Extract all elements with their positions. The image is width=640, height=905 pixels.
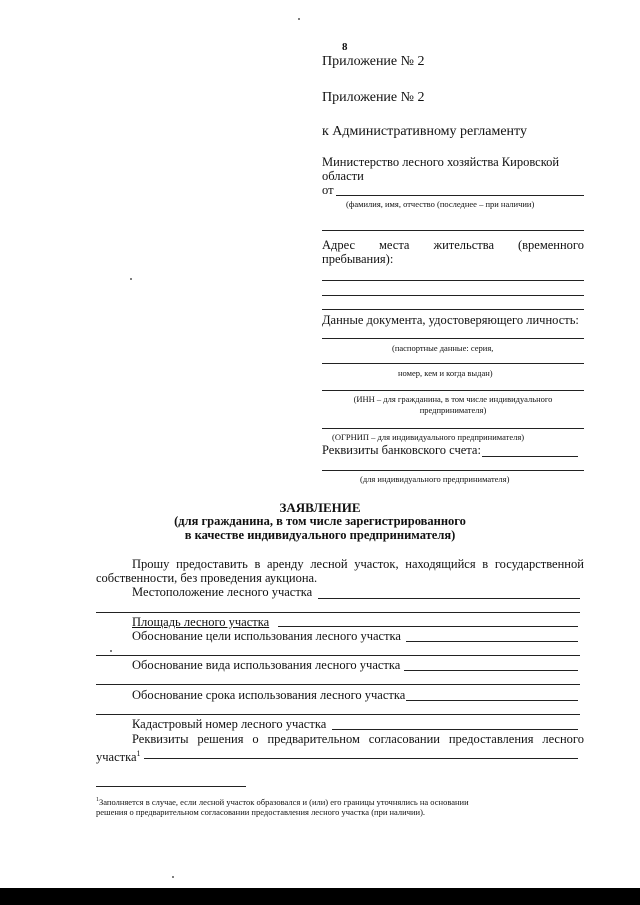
bank-hint: (для индивидуального предпринимателя) [360, 474, 510, 484]
request-text-line-1 [132, 557, 584, 572]
passport-field-line-2 [322, 363, 584, 364]
decision-word: Реквизиты [132, 732, 189, 746]
statement-subtitle-2: в качестве индивидуального предпринимателя) [184, 528, 456, 542]
footnote-line-1 [96, 795, 469, 807]
use-type-field-line-2 [96, 684, 580, 685]
location-field-line-2 [96, 612, 580, 613]
location-label: Местоположение лесного участка [132, 585, 313, 599]
scan-speck [298, 18, 300, 20]
fio-field-line [322, 230, 584, 231]
address-word: места [379, 238, 410, 252]
address-word: Адрес [322, 238, 356, 252]
scan-speck [130, 278, 132, 280]
appendix-heading-1: Приложение № 2 [322, 54, 425, 69]
location-field-line [318, 598, 580, 599]
ministry-line-2: области [322, 169, 364, 183]
from-label: от [322, 183, 334, 197]
statement-title: ЗАЯВЛЕНИЕ [279, 500, 361, 515]
use-type-field-line [404, 670, 578, 671]
regulation-reference: к Административному регламенту [322, 124, 527, 139]
passport-field-line [322, 338, 584, 339]
footnote-separator [96, 786, 246, 787]
address-label [322, 238, 584, 253]
decision-word: согласовании [368, 732, 440, 746]
ogrnip-field-line [322, 428, 584, 429]
request-word: находящийся [405, 557, 476, 571]
purpose-label: Обоснование цели использования лесного участка [132, 629, 401, 643]
address-label-line-2: пребывания): [322, 252, 394, 266]
request-word: предоставить [176, 557, 248, 571]
request-word: аренду [267, 557, 304, 571]
decision-word: лесного [542, 732, 584, 746]
decision-label [132, 732, 584, 747]
address-field-line-2 [322, 295, 584, 296]
address-field-line-1 [322, 280, 584, 281]
request-word: участок, [354, 557, 399, 571]
inn-hint-line-1: (ИНН – для гражданина, в том числе индивидуального [353, 394, 553, 404]
request-word: государственной [494, 557, 584, 571]
scan-speck [172, 876, 174, 878]
page-number: 8 [342, 41, 348, 53]
inn-field-line [322, 390, 584, 391]
bank-field-line-1 [482, 456, 578, 457]
use-type-label: Обоснование вида использования лесного участка [132, 658, 401, 672]
fio-hint: (фамилия, имя, отчество (последнее – при наличии) [346, 199, 535, 209]
decision-word: решения [197, 732, 244, 746]
from-field-line [336, 195, 584, 196]
request-word: в [482, 557, 489, 571]
bank-account-label: Реквизиты банковского счета: [322, 443, 481, 457]
request-word: в [254, 557, 261, 571]
id-document-label: Данные документа, удостоверяющего личность: [322, 313, 579, 327]
term-field-line [406, 700, 578, 701]
bank-field-line-2 [322, 470, 584, 471]
request-word: лесной [310, 557, 348, 571]
passport-hint-2: номер, кем и когда выдан) [398, 368, 493, 378]
appendix-heading-2: Приложение № 2 [322, 90, 425, 105]
ogrnip-hint: (ОГРНИП – для индивидуального предпринимателя) [332, 432, 525, 442]
ministry-line-1: Министерство лесного хозяйства Кировской [322, 155, 560, 169]
decision-word: предоставления [448, 732, 534, 746]
footnote-text-1: Заполняется в случае, если лесной участок образовался и (или) его границы уточнялись на основании [99, 796, 469, 807]
footnote-mark: 1 [96, 797, 99, 803]
request-text-line-2: собственности, без проведения аукциона. [96, 571, 318, 585]
address-field-line-3 [322, 309, 584, 310]
inn-hint-line-2: предпринимателя) [419, 405, 487, 415]
decision-label-word: участка [96, 750, 137, 765]
cadastral-label: Кадастровый номер лесного участка [132, 717, 327, 731]
address-word: (временного [517, 238, 584, 252]
decision-field-line [144, 758, 578, 759]
footnote-reference: 1 [136, 749, 141, 758]
passport-hint: (паспортные данные: серия, [392, 343, 494, 353]
cadastral-field-line [332, 729, 578, 730]
statement-subtitle-1: (для гражданина, в том числе зарегистрированного [174, 514, 466, 528]
footnote-line-2: решения о предварительном согласовании предоставления лесного участка (при наличии). [96, 807, 426, 817]
area-label: Площадь лесного участка [132, 615, 270, 629]
area-field-line [278, 626, 578, 627]
request-word: Прошу [132, 557, 170, 571]
term-label: Обоснование срока использования лесного участка [132, 688, 406, 702]
scan-speck [110, 650, 112, 652]
term-field-line-2 [96, 714, 580, 715]
decision-label-line-2 [96, 746, 141, 765]
address-word: жительства [433, 238, 495, 252]
purpose-field-line [406, 641, 578, 642]
purpose-field-line-2 [96, 655, 580, 656]
scan-bottom-bar [0, 888, 640, 905]
decision-word: предварительном [267, 732, 360, 746]
decision-word: о [252, 732, 259, 746]
